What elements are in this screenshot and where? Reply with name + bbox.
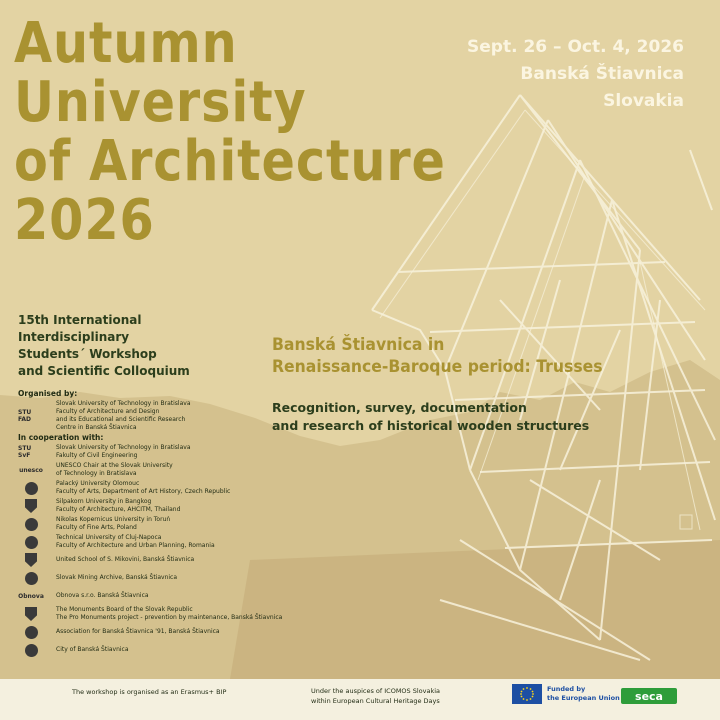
obnova-logo: Obnova: [18, 592, 44, 600]
monuments-board-logo: [18, 606, 44, 622]
organisation-name-line: Faculty of Architecture, AHCITM, Thailand: [56, 506, 181, 513]
organisation-name-line: United School of S. Mikovini, Banská Štiavnica: [56, 556, 195, 563]
event-city: Banská Štiavnica: [520, 64, 684, 84]
event-date-location: [467, 34, 684, 115]
eu-funding-label: [547, 685, 620, 703]
organised-by-label: Organised by:: [18, 389, 78, 398]
organisation-name-line: Slovak University of Technology in Bratislava: [56, 444, 191, 451]
organisation-name-line: Silpakorn University in Bangkog: [56, 498, 152, 505]
workshop-theme: [272, 334, 603, 378]
stu-fad-logo: STU FAD: [18, 409, 32, 423]
organisation-entry: [18, 569, 348, 587]
event-title: [14, 11, 446, 253]
organisation-name: [56, 534, 215, 550]
stu-svf-logo: STU SvF: [18, 445, 32, 459]
mining-archive-logo: [18, 570, 44, 586]
organisation-name-line: Faculty of Architecture and Design: [56, 408, 160, 415]
association-logo: [18, 624, 44, 640]
organisation-name: [56, 462, 173, 478]
organisation-name-line: of Technology in Bratislava: [56, 470, 137, 477]
organisation-name: [56, 400, 191, 432]
cooperation-label: In cooperation with:: [18, 433, 104, 442]
eu-line: the European Union: [547, 694, 620, 702]
auspices-note: [311, 686, 440, 706]
organisers-list: [18, 389, 348, 659]
organisation-entry: [18, 641, 348, 659]
partner-entries: [18, 443, 348, 659]
theme-line: Renaissance-Baroque period: Trusses: [272, 357, 603, 377]
event-dates: Sept. 26 – Oct. 4, 2026: [467, 37, 684, 57]
organisation-name-line: Slovak Mining Archive, Banská Štiavnica: [56, 574, 178, 581]
organisation-name-line: Faculty of Fine Arts, Poland: [56, 524, 137, 531]
organisation-entry: [18, 497, 348, 515]
subtitle-line: Interdisciplinary: [18, 330, 130, 344]
title-line: University: [14, 70, 307, 135]
organisation-name-line: Slovak University of Technology in Bratislava: [56, 400, 191, 407]
organisation-entry: [18, 461, 348, 479]
subtitle-line: and Scientific Colloquium: [18, 364, 190, 378]
organisation-name: [56, 556, 194, 564]
organisation-name-line: Technical University of Cluj-Napoca: [56, 534, 162, 541]
organisation-name-line: UNESCO Chair at the Slovak University: [56, 462, 173, 469]
eu-flag-icon: [512, 684, 542, 704]
organisation-entry: [18, 533, 348, 551]
subtitle-line: Students´ Workshop: [18, 347, 157, 361]
organisation-entry: [18, 515, 348, 533]
auspices-line: within European Cultural Heritage Days: [311, 697, 440, 705]
organisation-name-line: and its Educational and Scientific Research: [56, 416, 186, 423]
organisation-name-line: The Monuments Board of the Slovak Republic: [56, 606, 193, 613]
organisation-name: [56, 592, 149, 600]
organisation-entry: [18, 479, 348, 497]
organisation-name-line: Faculty of Arts, Department of Art History, Czech Republic: [56, 488, 231, 495]
organisation-name-line: The Pro Monuments project - prevention by maintenance, Banská Štiavnica: [56, 614, 283, 621]
subtitle-line: 15th International: [18, 313, 142, 327]
organisation-entry: [18, 551, 348, 569]
footer: [0, 679, 720, 720]
organisation-name: [56, 516, 170, 532]
organisation-name: [56, 498, 180, 514]
topic-line: Recognition, survey, documentation: [272, 400, 527, 415]
erasmus-note: The workshop is organised as an Erasmus+ BIP: [72, 688, 227, 696]
organisation-name-line: Nikolas Kopernicus University in Toruń: [56, 516, 171, 523]
event-subtitle: [18, 312, 190, 380]
event-country: Slovakia: [603, 91, 684, 111]
organisation-name: [56, 606, 282, 622]
palacky-university-logo: [18, 480, 44, 496]
organisation-name-line: Obnova s.r.o. Banská Štiavnica: [56, 592, 149, 599]
organisation-entry: [18, 399, 348, 433]
seca-logo-text: seca: [635, 690, 663, 703]
organisation-name-line: City of Banská Štiavnica: [56, 646, 129, 653]
organisation-name-line: Palacký University Olomouc: [56, 480, 140, 487]
united-school-logo: [18, 552, 44, 568]
organisation-entry: [18, 587, 348, 605]
organisation-name-line: Faculty of Architecture and Urban Planning, Romania: [56, 542, 215, 549]
organisation-name: [56, 480, 230, 496]
organisation-name-line: Association for Banská Štiavnica '91, Banská Štiavnica: [56, 628, 220, 635]
title-line: Autumn: [14, 11, 238, 76]
theme-line: Banská Štiavnica in: [272, 335, 445, 355]
silpakorn-university-logo: [18, 498, 44, 514]
seca-logo: [621, 684, 677, 706]
organiser-entries: [18, 399, 348, 433]
city-coat-of-arms-logo: [18, 642, 44, 658]
title-line: 2026: [14, 188, 155, 253]
auspices-line: Under the auspices of ICOMOS Slovakia: [311, 687, 441, 695]
organisation-name: [56, 444, 191, 460]
eu-line: Funded by: [547, 685, 586, 693]
organisation-name: [56, 646, 129, 654]
organisation-entry: [18, 443, 348, 461]
nicolaus-copernicus-university-logo: [18, 516, 44, 532]
organisation-name-line: Centre in Banská Štiavnica: [56, 424, 137, 431]
unesco-logo: unesco: [19, 466, 43, 474]
organisation-entry: [18, 605, 348, 623]
topic-line: and research of historical wooden structures: [272, 418, 590, 433]
organisation-entry: [18, 623, 348, 641]
organisation-name: [56, 628, 220, 636]
title-line: of Architecture: [14, 129, 446, 194]
organisation-name: [56, 574, 177, 582]
cluj-napoca-university-logo: [18, 534, 44, 550]
organisation-name-line: Fakulty of Civil Engineering: [56, 452, 138, 459]
